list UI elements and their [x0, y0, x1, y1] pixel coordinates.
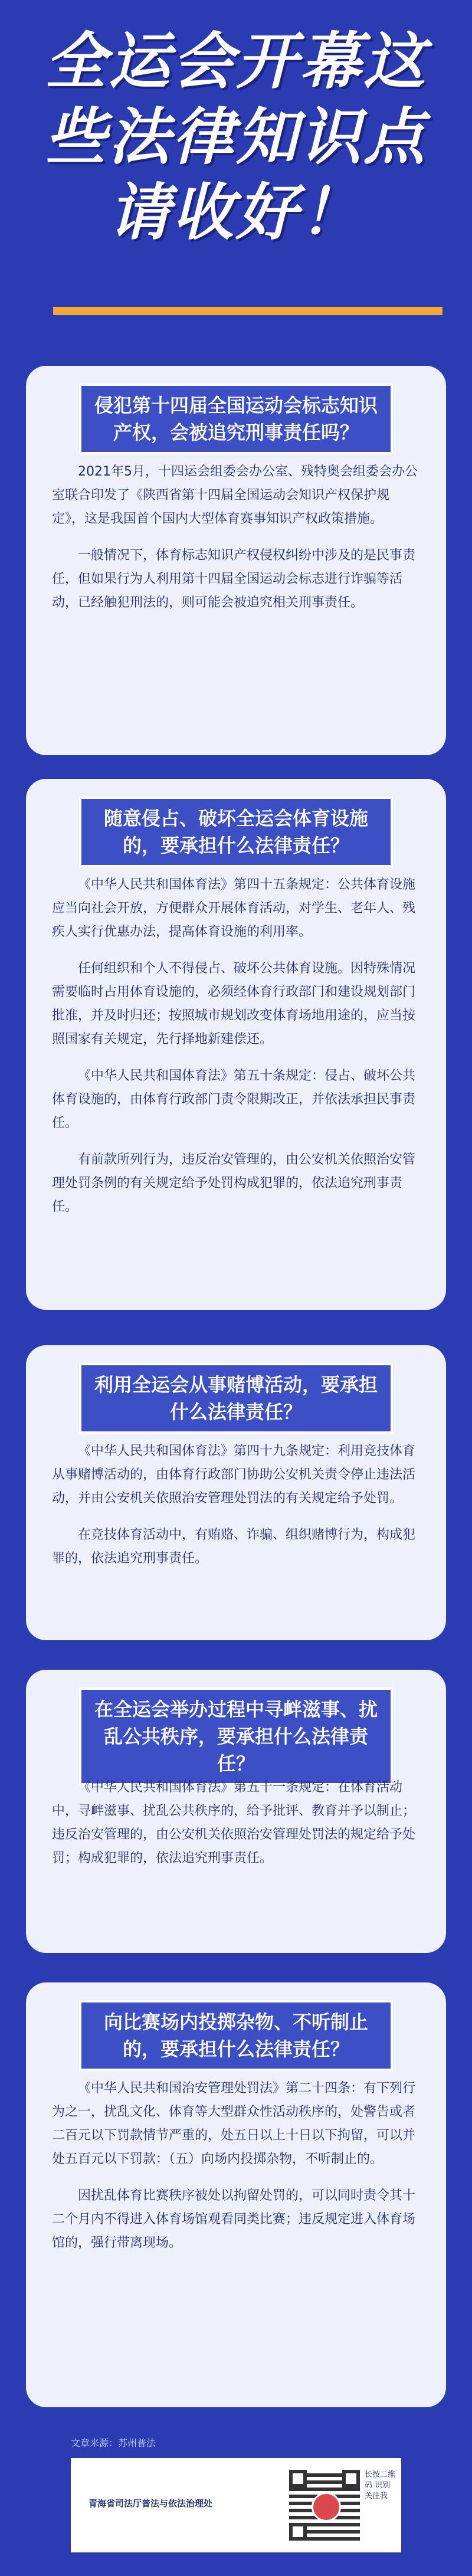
section-4-paragraph-1: 《中华人民共和国体育法》第五十一条规定：在体育活动中，寻衅滋事、扰乱公共秩序的，给予批评、教育并予以制止；违反治安管理的，由公安机关依照治安管理处罚法的规定给予处罚；构成犯罪的，依法追究刑事责任。 [52, 1780, 416, 1866]
section-body-1 [52, 460, 420, 628]
section-1-paragraph-1: 2021年5月，十四运会组委会办公室、残特奥会组委会办公室联合印发了《陕西省第十四届全国运动会知识产权保护规定》，这是我国首个国内大型体育赛事知识产权政策措施。 [52, 464, 418, 526]
section-2-paragraph-4: 有前款所列行为，违反治安管理的，由公安机关依照治安管理处罚条例的有关规定给予处罚构成犯罪的，依法追究刑事责任。 [52, 1152, 416, 1214]
section-1-paragraph-2: 一般情况下，体育标志知识产权侵权纠纷中涉及的是民事责任，但如果行为人利用第十四届全国运动会标志进行诈骗等活动，已经触犯刑法的，则可能会被追究相关刑事责任。 [52, 548, 416, 610]
section-card-5 [26, 1982, 446, 2407]
section-heading-5: 向比赛场内投掷杂物、不听制止的，要承担什么法律责任？ [79, 2000, 393, 2071]
section-body-5 [52, 2077, 420, 2268]
title-line-3: 请收好！ [108, 176, 363, 248]
section-body-4 [52, 1776, 420, 1883]
section-heading-3: 利用全运会从事赌博活动，要承担什么法律责任？ [79, 1363, 393, 1434]
section-2-paragraph-3: 《中华人民共和国体育法》第五十条规定：侵占、破坏公共体育设施的，由体育行政部门责令限期改正，并依法承担民事责任。 [52, 1069, 416, 1130]
emblem-icon [312, 2492, 341, 2522]
qr-code-icon[interactable] [289, 2470, 360, 2541]
section-3-paragraph-2: 在竞技体育活动中，有贿赂、诈骗、组织赌博行为，构成犯罪的，依法追究刑事责任。 [52, 1528, 416, 1566]
title-line-1: 全运会开幕这 [44, 25, 427, 97]
qr-finder-icon [289, 2523, 307, 2541]
section-card-1 [26, 366, 446, 755]
section-card-4 [26, 1670, 446, 1953]
qr-finder-icon [342, 2470, 360, 2487]
section-2-paragraph-1: 《中华人民共和国体育法》第四十五条规定：公共体育设施应当向社会开放，方便群众开展体育活动，对学生、老年人、残疾人实行优惠办法，提高体育设施的利用率。 [52, 877, 416, 939]
section-heading-4: 在全运会举办过程中寻衅滋事、扰乱公共秩序，要承担什么法律责任？ [79, 1687, 393, 1785]
page-title [0, 24, 472, 250]
title-underline [53, 307, 442, 315]
section-card-2 [26, 779, 446, 1310]
qr-finder-icon [289, 2470, 307, 2487]
title-line-2: 些法律知识点 [44, 101, 427, 173]
section-card-3 [26, 1345, 446, 1640]
section-2-paragraph-2: 任何组织和个人不得侵占、破坏公共体育设施。因特殊情况需要临时占用体育设施的，必须经体育行政部门和建设规划部门批准，并及时归还；按照城市规划改变体育场地用途的，应当按照国家有关规定，先行择地新建偿还。 [52, 961, 416, 1047]
section-heading-1: 侵犯第十四届全国运动会标志知识产权，会被追究刑事责任吗？ [79, 384, 393, 454]
section-heading-2: 随意侵占、破坏全运会体育设施的，要承担什么法律责任？ [79, 797, 393, 867]
footer-banner [71, 2458, 401, 2552]
section-body-3 [52, 1440, 420, 1584]
article-source: 文章来源：苏州普法 [71, 2437, 156, 2449]
section-5-paragraph-2: 因扰乱体育比赛秩序被处以拘留处罚的，可以同时责令其十二个月内不得进入体育场馆观看同类比赛；违反规定进入体育场馆的，强行带离现场。 [52, 2188, 416, 2250]
section-3-paragraph-1: 《中华人民共和国体育法》第四十九条规定：利用竞技体育从事赌博活动的，由体育行政部门协助公安机关责令停止违法活动，并由公安机关依照治安管理处罚法的有关规定给予处罚。 [52, 1444, 416, 1506]
qr-caption: 长按二维码 识别关注我 [365, 2470, 396, 2500]
section-body-2 [52, 873, 420, 1232]
section-5-paragraph-1: 《中华人民共和国治安管理处罚法》第二十四条：有下列行为之一，扰乱文化、体育等大型群众性活动秩序的，处警告或者二百元以下罚款情节严重的，处五日以上十日以下拘留，可以并处五百元以下罚款：（五）向场内投掷杂物，不听制止的。 [52, 2081, 416, 2167]
org-name: 青海省司法厅普法与依法治理处 [88, 2498, 213, 2509]
